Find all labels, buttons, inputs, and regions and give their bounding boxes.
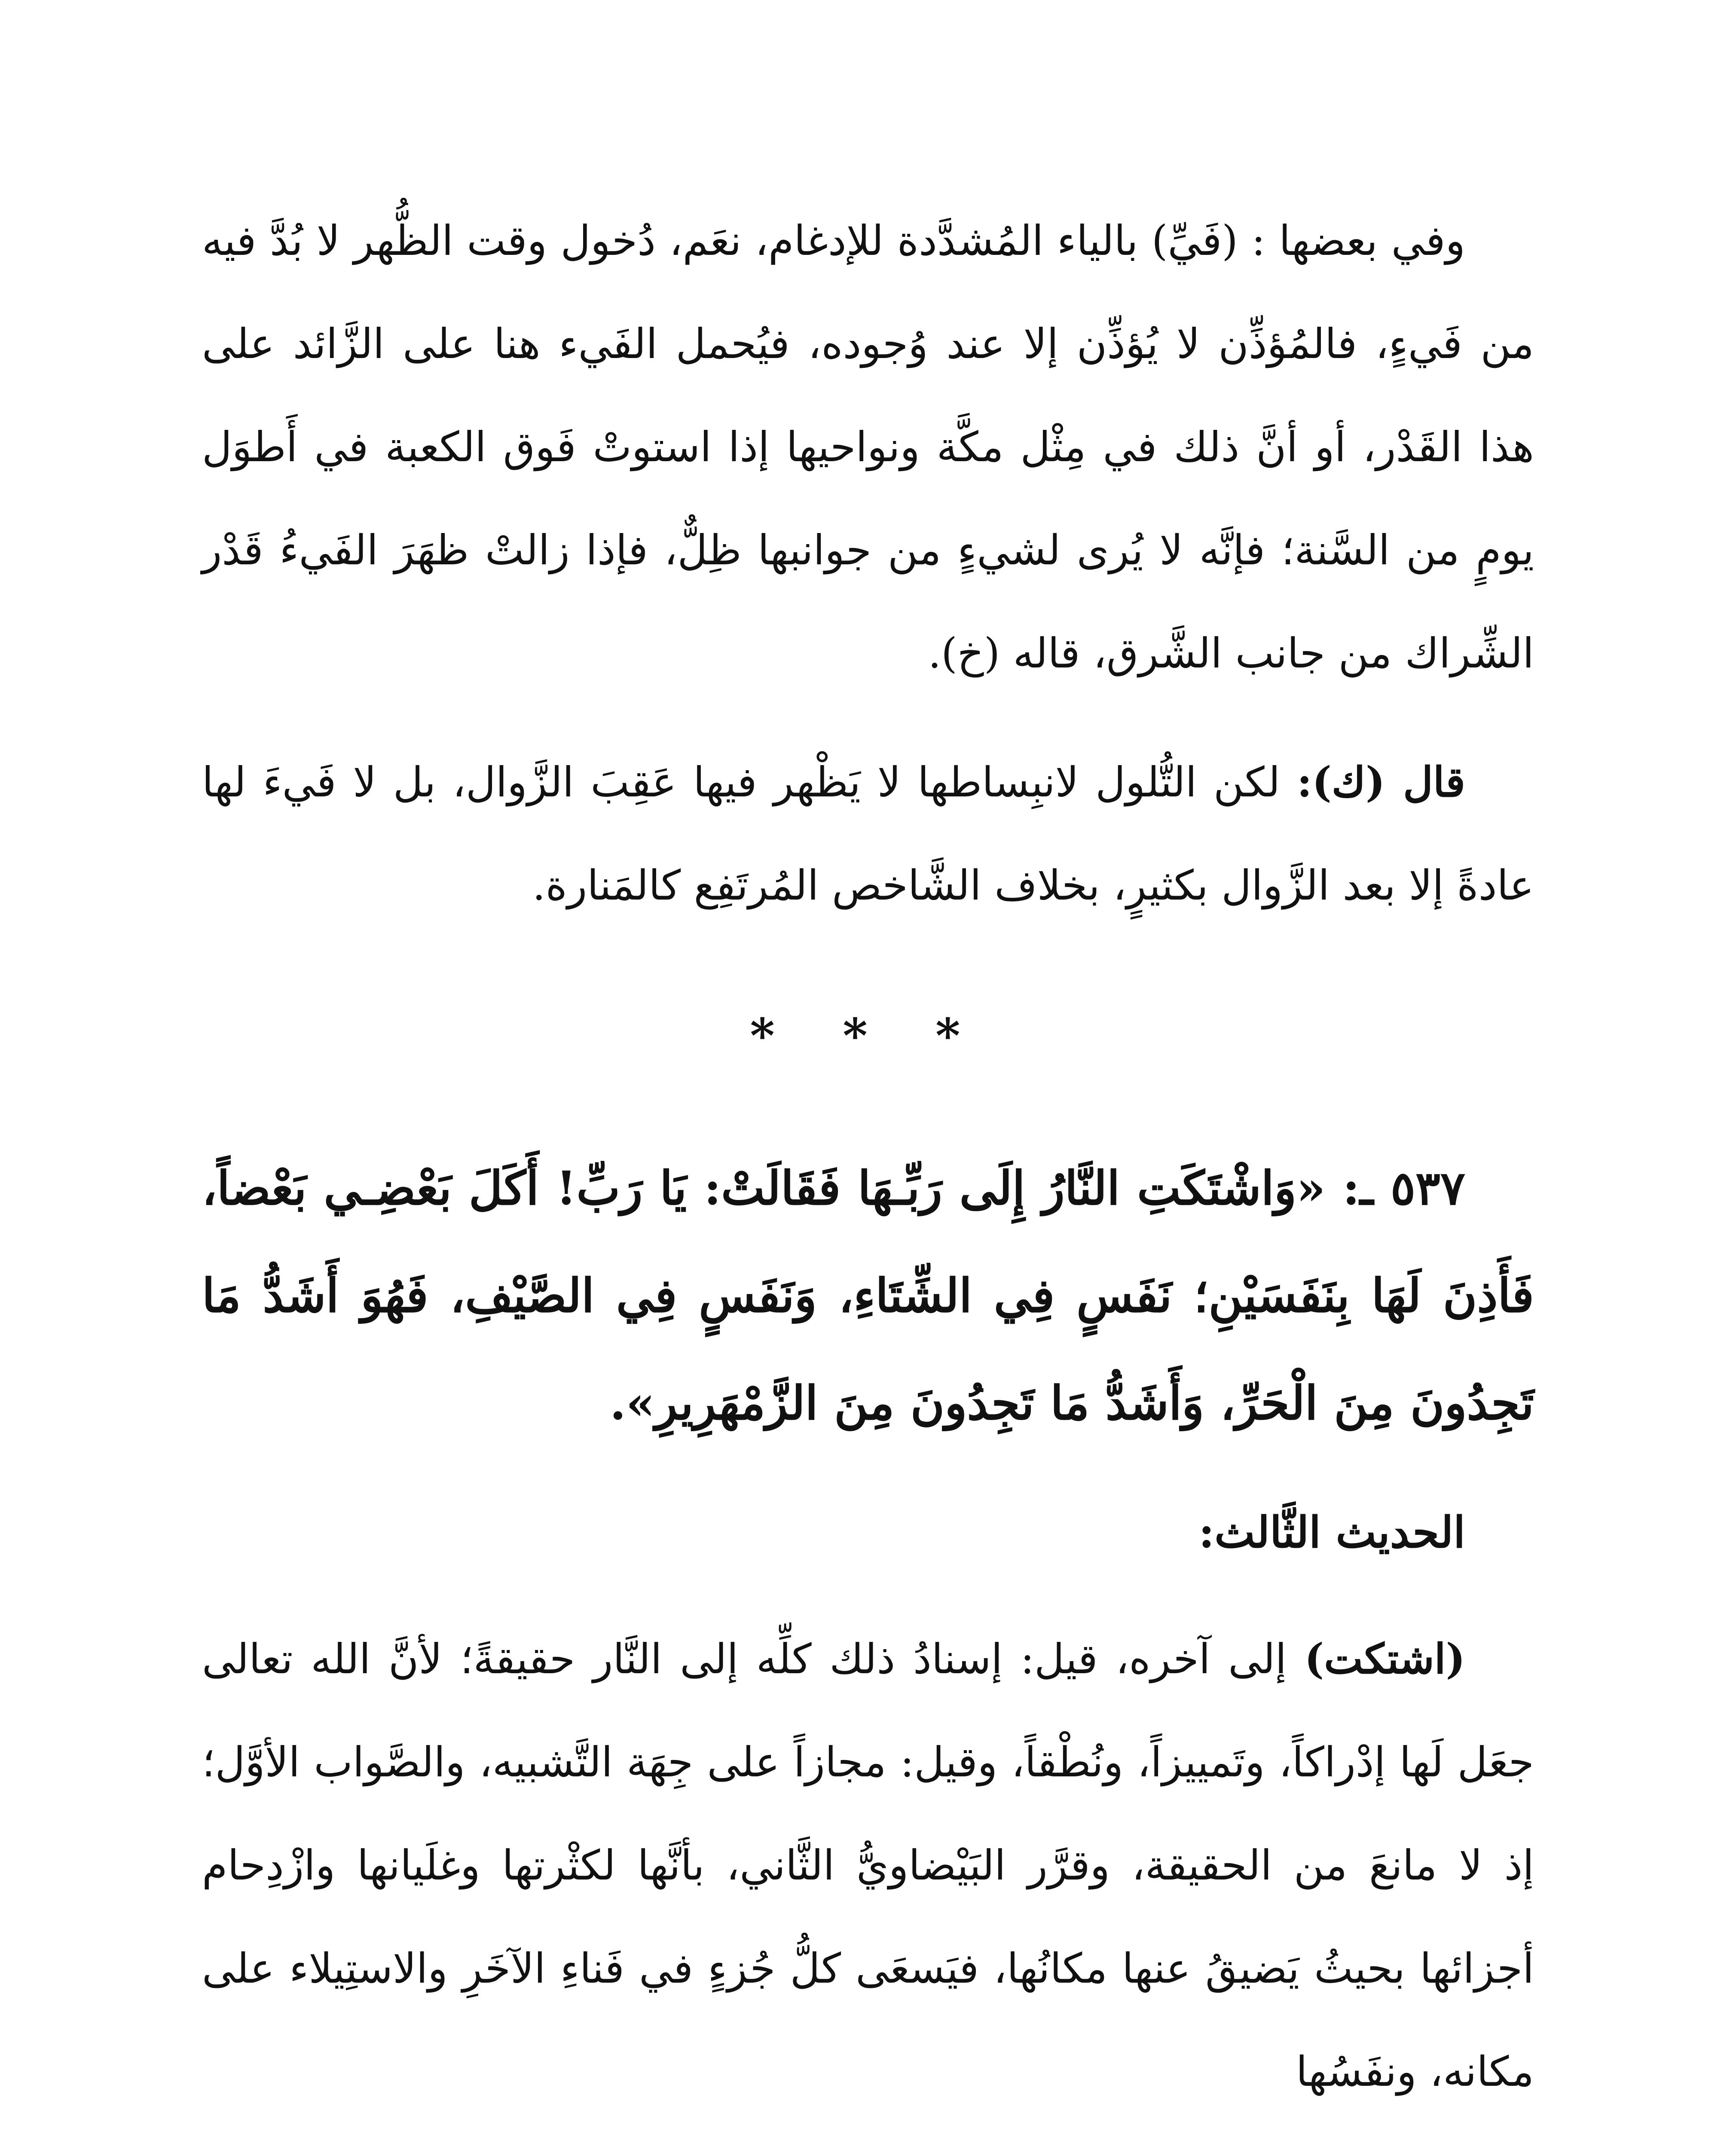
section-separator: * * * bbox=[750, 1008, 986, 1063]
commentary-text-1: وفي بعضها : (فَيِّ) بالياء المُشدَّدة للإدغام، نعَم، دُخول وقت الظُّهر لا بُدَّ فيه من فَيءٍ، فالمُؤذِّن لا يُؤذِّن إلا عند وُجوده، فيُحمل الفَيء هنا على الزَّائد على هذا القَدْر، أو أنَّ ذلك في مِثْل مكَّة ونواحيها إذا استوتْ فَوق الكعبة في أَطوَل يومٍ من السَّنة؛ فإنَّه لا يُرى لشيءٍ من جوانبها ظِلٌّ، فإذا زالتْ ظهَرَ الفَيءُ قَدْر الشِّراك من جانب الشَّرق، قاله (خ). bbox=[202, 217, 1534, 677]
book-page bbox=[202, 189, 1534, 2149]
commentary-lead-2: قال (ك): bbox=[1297, 758, 1466, 806]
section-gap bbox=[202, 937, 1534, 993]
commentary-text-2: لكن التُّلول لانبِساطها لا يَظْهر فيها عَقِبَ الزَّوال، بل لا فَيءَ لها عادةً إلا بعد الزَّوال بكثيرٍ، بخلاف الشَّاخص المُرتَفِع كالمَنارة. bbox=[202, 758, 1534, 909]
hadith-text bbox=[202, 1135, 1534, 1457]
commentary-text-3: إلى آخره، قيل: إسنادُ ذلك كلِّه إلى النَّار حقيقةً؛ لأنَّ الله تعالى جعَل لَها إدْراكاً، وتَمييزاً، ونُطْقاً، وقيل: مجازاً على جِهَة التَّشبيه، والصَّواب الأوَّل؛ إذ لا مانعَ من الحقيقة، وقرَّر البَيْضاويُّ الثَّاني، بأنَّها لكثْرتها وغلَيانها وازْدِحام أجزائها بحيثُ يَضيقُ عنها مكانُها، فيَسعَى كلُّ جُزءٍ في فَناءِ الآخَرِ والاستِيلاء على مكانه، ونفَسُها bbox=[202, 1635, 1534, 2096]
section-heading: الحديث الثَّالث: bbox=[1198, 1507, 1465, 1558]
hadith-body: «وَاشْتَكَتِ النَّارُ إِلَى رَبِّـهَا فَقَالَتْ: يَا رَبِّ! أَكَلَ بَعْضِـي بَعْضاً، فَأَذِنَ لَهَا بِنَفَسَيْنِ؛ نَفَسٍ فِي الشِّتَاءِ، وَنَفَسٍ فِي الصَّيْفِ، فَهُوَ أَشَدُّ مَا تَجِدُونَ مِنَ الْحَرِّ، وَأَشَدُّ مَا تَجِدُونَ مِنَ الزَّمْهَرِيرِ». bbox=[202, 1161, 1534, 1430]
commentary-lead-3: (اشتكت) bbox=[1304, 1635, 1465, 1683]
commentary-paragraph-3 bbox=[202, 1607, 1534, 2123]
commentary-paragraph-2 bbox=[202, 731, 1534, 937]
paragraph-gap bbox=[202, 1457, 1534, 1483]
section-gap bbox=[202, 1079, 1534, 1135]
paragraph-gap bbox=[202, 1582, 1534, 1607]
commentary-paragraph-1 bbox=[202, 189, 1534, 705]
hadith-number: ٥٣٧ ـ: bbox=[1342, 1161, 1465, 1215]
paragraph-gap bbox=[202, 705, 1534, 731]
